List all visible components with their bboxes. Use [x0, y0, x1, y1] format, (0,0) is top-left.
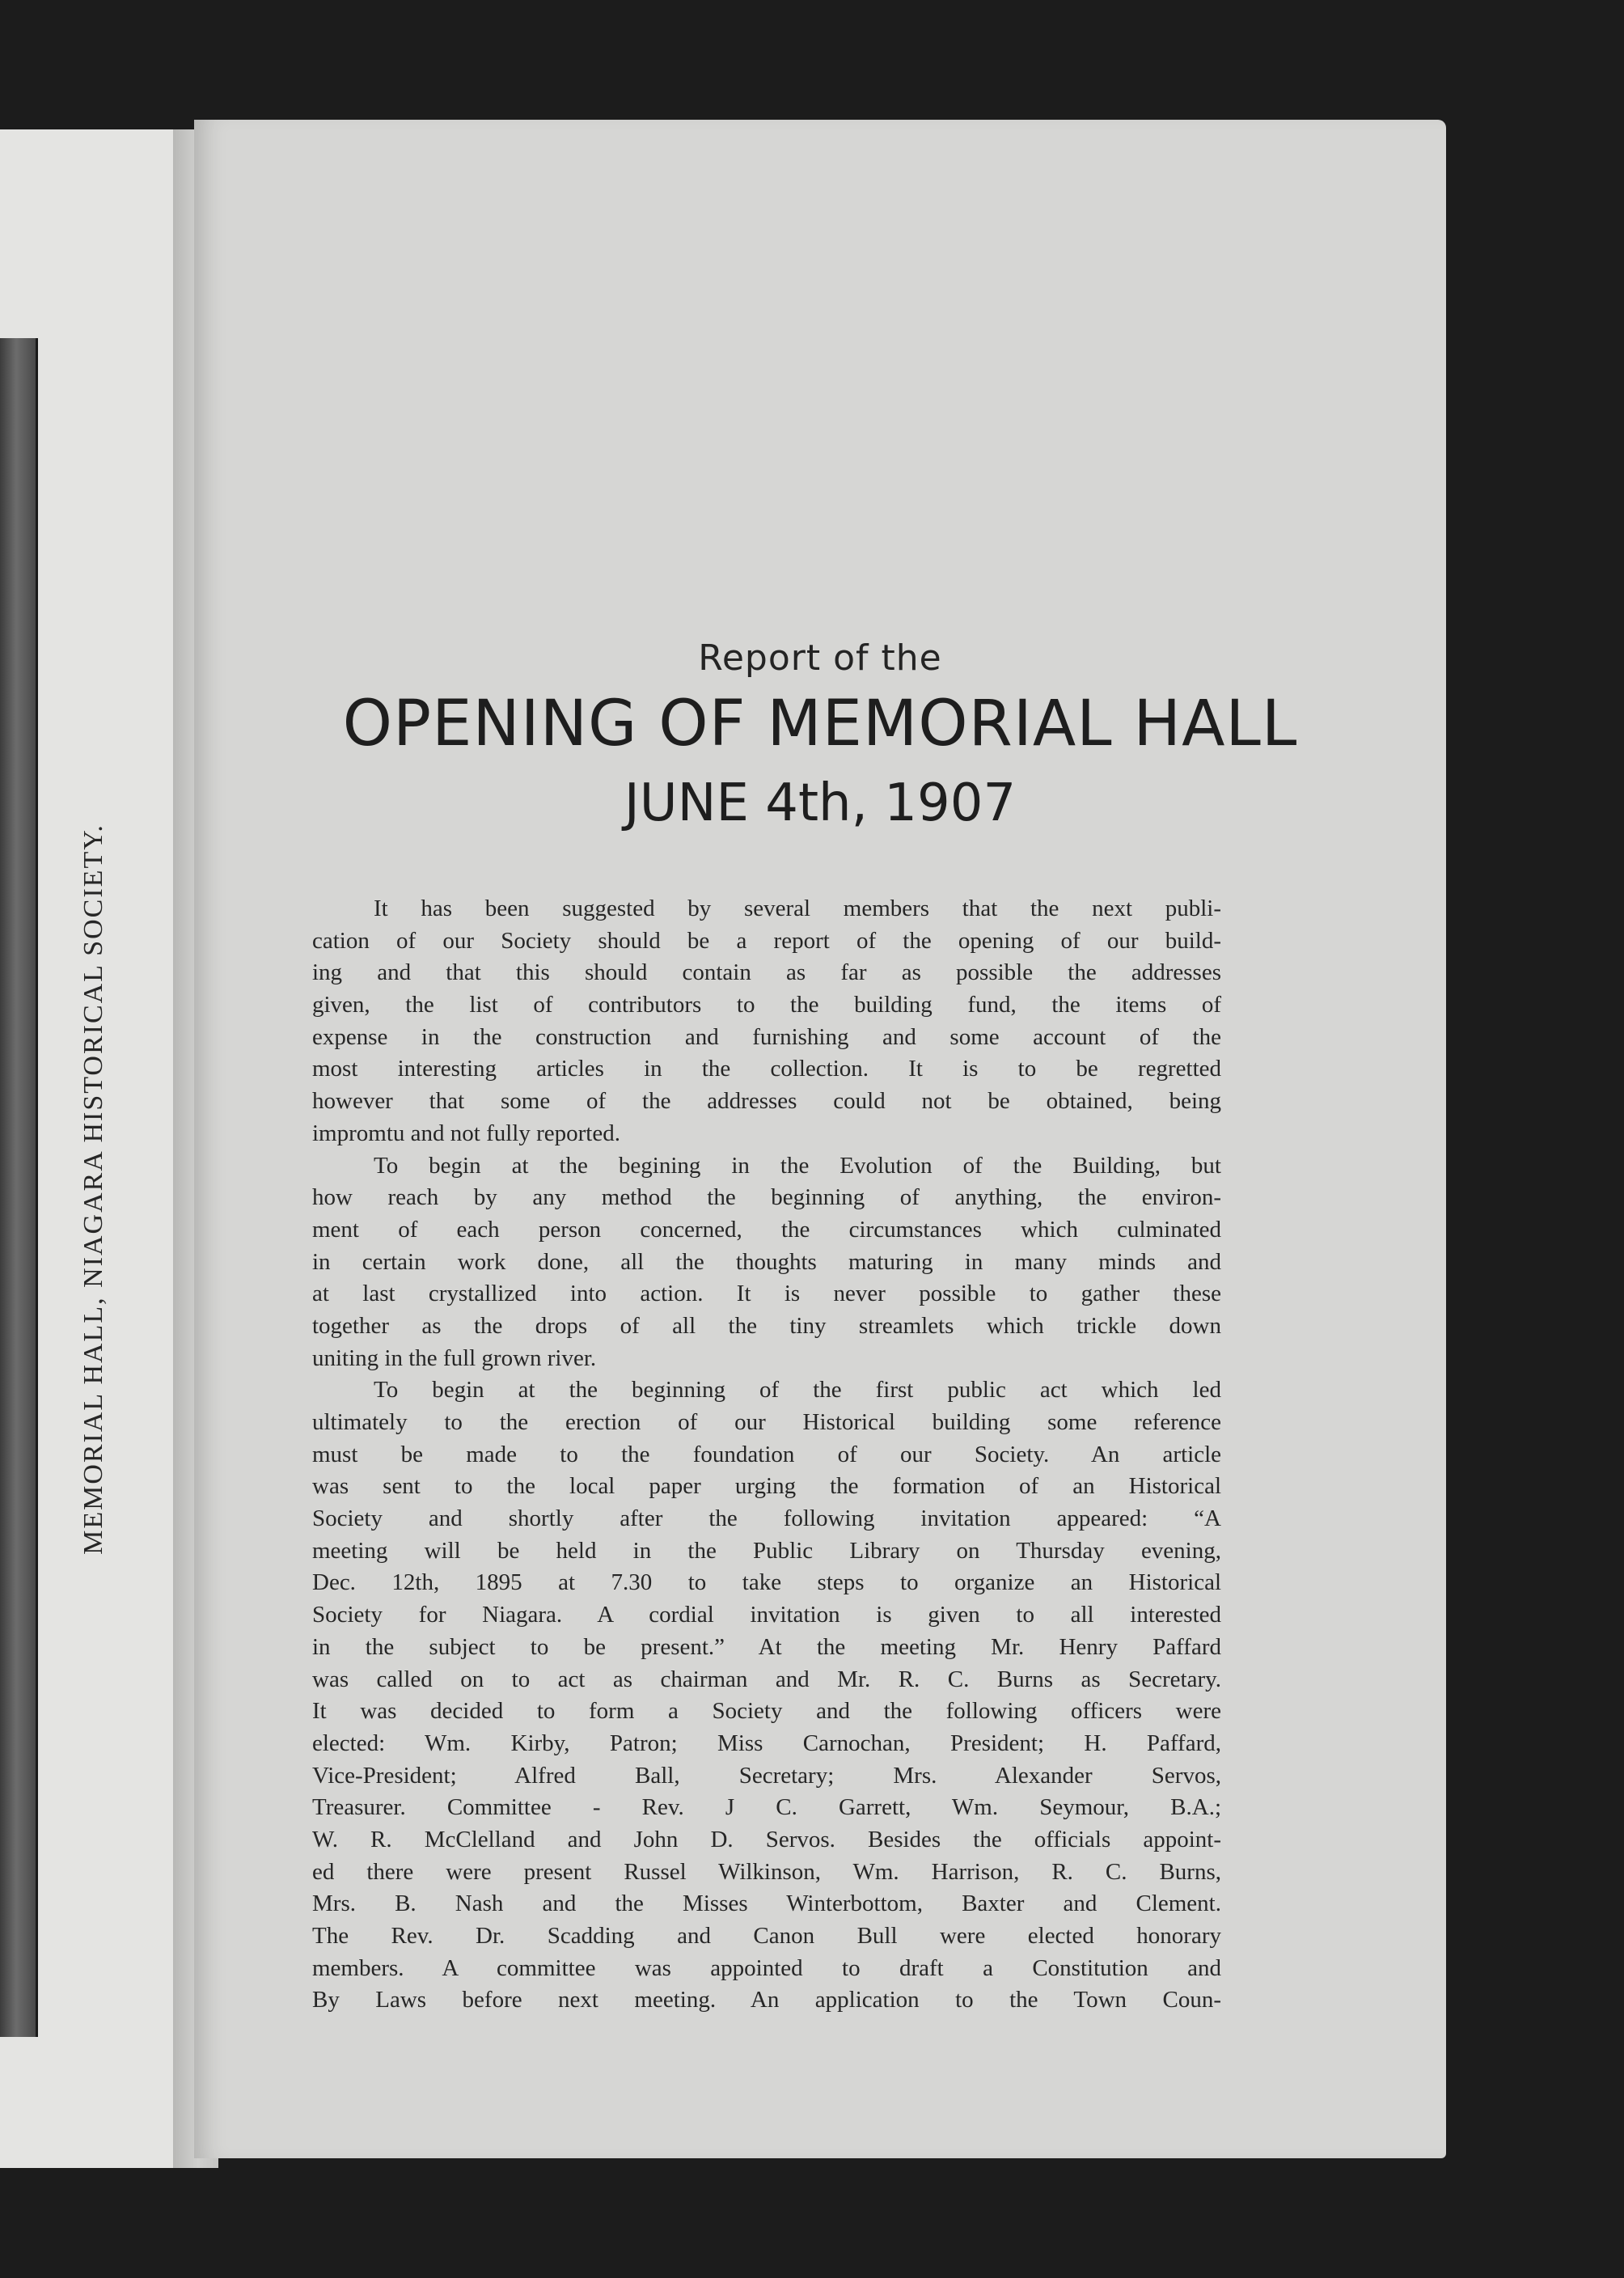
text-line: To begin at the beginning of the first public act which led [374, 1377, 1221, 1404]
body-text [312, 893, 1221, 2017]
text-line: It was decided to form a Society and the following officers were [312, 1698, 1221, 1725]
text-line: ed there were present Russel Wilkinson, Wm. Harrison, R. C. Burns, [312, 1858, 1221, 1885]
text-line: Dec. 12th, 1895 at 7.30 to take steps to organize an Historical [312, 1569, 1221, 1596]
text-line: It has been suggested by several members that the next publi- [374, 896, 1221, 921]
text-line: must be made to the foundation of our Society. An article [312, 1441, 1221, 1467]
text-line: was sent to the local paper urging the formation of an Historical [312, 1473, 1221, 1500]
text-line: The Rev. Dr. Scadding and Canon Bull were elected honorary [312, 1923, 1221, 1949]
memorial-hall-photo-edge [0, 338, 38, 2037]
text-line: Society and shortly after the following invitation appeared: “A [312, 1505, 1221, 1532]
text-line: together as the drops of all the tiny streamlets which trickle down [312, 1312, 1221, 1339]
text-line: however that some of the addresses could not be obtained, being [312, 1088, 1221, 1115]
text-line: at last crystallized into action. It is never possible to gather these [312, 1281, 1221, 1307]
text-line: Vice-President; Alfred Ball, Secretary; Mrs. Alexander Servos, [312, 1762, 1221, 1789]
text-line: was called on to act as chairman and Mr. R. C. Burns as Secretary. [312, 1666, 1221, 1692]
report-heading: Report of the [698, 637, 942, 679]
text-line: uniting in the full grown river. [312, 1344, 597, 1371]
text-line: ment of each person concerned, the circumstances which culminated [312, 1216, 1221, 1243]
text-line: meeting will be held in the Public Library on Thursday evening, [312, 1537, 1221, 1564]
text-line: Society for Niagara. A cordial invitation is given to all interested [312, 1602, 1221, 1628]
text-line: given, the list of contributors to the building fund, the items of [312, 992, 1221, 1018]
text-line: elected: Wm. Kirby, Patron; Miss Carnochan, President; H. Paffard, [312, 1730, 1221, 1756]
text-line: impromtu and not fully reported. [312, 1120, 620, 1146]
text-line: in the subject to be present.” At the meeting Mr. Henry Paffard [312, 1633, 1221, 1660]
left-page-caption: MEMORIAL HALL, NIAGARA HISTORICAL SOCIETY. [78, 824, 108, 1555]
right-page [194, 120, 1446, 2158]
text-line: members. A committee was appointed to draft a Constitution and [312, 1954, 1221, 1981]
page-date: JUNE 4th, 1907 [624, 773, 1017, 833]
text-line: expense in the construction and furnishing and some account of the [312, 1023, 1221, 1050]
text-line: ultimately to the erection of our Historical building some reference [312, 1409, 1221, 1435]
text-line: Mrs. B. Nash and the Misses Winterbottom, Baxter and Clement. [312, 1891, 1221, 1917]
text-line: in certain work done, all the thoughts maturing in many minds and [312, 1248, 1221, 1275]
text-line: By Laws before next meeting. An application to the Town Coun- [312, 1987, 1221, 2013]
text-line: ing and that this should contain as far as possible the addresses [312, 959, 1221, 986]
text-line: W. R. McClelland and John D. Servos. Besides the officials appoint- [312, 1826, 1221, 1852]
text-line: To begin at the begining in the Evolution of the Building, but [374, 1152, 1221, 1179]
text-line: most interesting articles in the collection. It is to be regretted [312, 1056, 1221, 1082]
text-line: Treasurer. Committee - Rev. J C. Garrett, Wm. Seymour, B.A.; [312, 1794, 1221, 1821]
page-title: OPENING OF MEMORIAL HALL [342, 688, 1298, 760]
text-line: cation of our Society should be a report of the opening of our build- [312, 927, 1221, 954]
text-line: how reach by any method the beginning of anything, the environ- [312, 1184, 1221, 1211]
